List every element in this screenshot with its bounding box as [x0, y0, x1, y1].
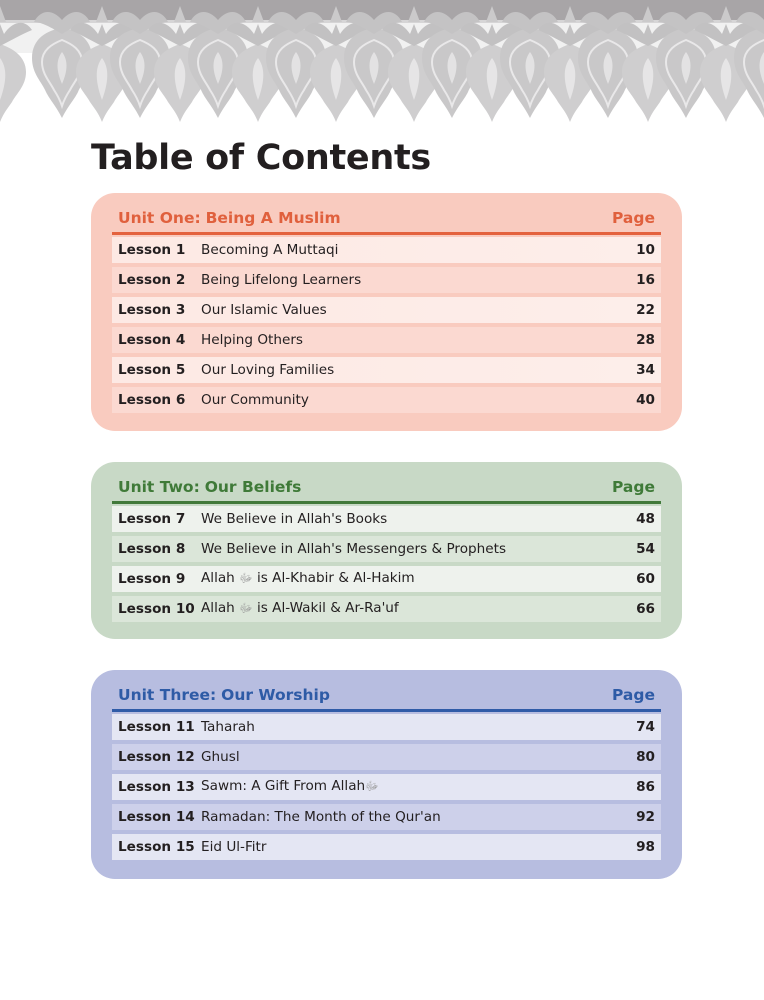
lesson-number: Lesson 7 — [118, 511, 186, 527]
lesson-title: Taharah — [201, 719, 255, 735]
lesson-row[interactable] — [112, 536, 661, 562]
jalla-jalaluhu-glyph-icon: ﷻ — [239, 601, 253, 615]
lesson-number: Lesson 11 — [118, 719, 195, 735]
unit-prefix: Unit One: — [118, 209, 201, 227]
unit-title — [118, 209, 341, 232]
lesson-page: 80 — [636, 749, 655, 765]
lesson-page: 92 — [636, 809, 655, 825]
lesson-title: Ghusl — [201, 749, 240, 765]
lesson-row[interactable] — [112, 297, 661, 323]
unit-header — [112, 670, 661, 709]
unit-header — [112, 462, 661, 501]
lesson-title — [201, 600, 615, 618]
unit-name: Our Beliefs — [204, 478, 302, 496]
unit-one-panel — [91, 193, 682, 431]
lesson-row[interactable] — [112, 267, 661, 293]
lesson-title-end: is Al-Wakil & Ar-Ra'uf — [252, 600, 399, 616]
lesson-title: Our Loving Families — [201, 362, 335, 378]
page-column-label: Page — [611, 686, 655, 704]
lesson-number: Lesson 15 — [118, 839, 195, 855]
unit-header — [112, 193, 661, 232]
lesson-row[interactable] — [112, 714, 661, 740]
lesson-title: Being Lifelong Learners — [201, 272, 362, 288]
lesson-number: Lesson 6 — [118, 392, 186, 408]
lesson-number: Lesson 9 — [118, 571, 186, 587]
lesson-title — [201, 778, 615, 796]
lesson-row[interactable] — [112, 804, 661, 830]
lesson-row[interactable] — [112, 834, 661, 860]
page-title: Table of Contents — [91, 138, 431, 178]
unit-prefix: Unit Two: — [118, 478, 200, 496]
lesson-page: 28 — [636, 332, 655, 348]
lesson-number: Lesson 13 — [118, 779, 195, 795]
lesson-title-start: Allah — [201, 600, 240, 616]
lesson-number: Lesson 2 — [118, 272, 186, 288]
unit-three-panel — [91, 670, 682, 879]
unit-name: Being A Muslim — [205, 209, 341, 227]
lesson-page: 48 — [636, 511, 655, 527]
lesson-number: Lesson 4 — [118, 332, 186, 348]
lesson-page: 40 — [636, 392, 655, 408]
lesson-title: We Believe in Allah's Messengers & Prophets — [201, 541, 507, 557]
unit-two-panel — [91, 462, 682, 639]
lesson-number: Lesson 3 — [118, 302, 186, 318]
lesson-page: 22 — [636, 302, 655, 318]
lesson-title: Helping Others — [201, 332, 304, 348]
lesson-title: Our Community — [201, 392, 309, 408]
lesson-page: 16 — [636, 272, 655, 288]
lesson-page: 10 — [636, 242, 655, 258]
lesson-row[interactable] — [112, 357, 661, 383]
lesson-page: 66 — [636, 601, 655, 617]
unit-prefix: Unit Three: — [118, 686, 217, 704]
lesson-title — [201, 570, 615, 588]
lesson-title-start: Allah — [201, 570, 240, 586]
lesson-row[interactable] — [112, 566, 661, 592]
lesson-title: Eid Ul-Fitr — [201, 839, 267, 855]
ornamental-border — [0, 0, 764, 130]
jalla-jalaluhu-glyph-icon: ﷻ — [239, 571, 253, 585]
lesson-number: Lesson 14 — [118, 809, 195, 825]
lesson-title: We Believe in Allah's Books — [201, 511, 388, 527]
jalla-jalaluhu-glyph-icon: ﷻ — [365, 779, 379, 793]
lesson-number: Lesson 8 — [118, 541, 186, 557]
unit-title — [118, 686, 330, 709]
lesson-number: Lesson 5 — [118, 362, 186, 378]
lesson-page: 54 — [636, 541, 655, 557]
lesson-title: Becoming A Muttaqi — [201, 242, 339, 258]
lesson-title-end: is Al-Khabir & Al-Hakim — [252, 570, 415, 586]
lesson-row[interactable] — [112, 506, 661, 532]
lesson-number: Lesson 12 — [118, 749, 195, 765]
lesson-page: 74 — [636, 719, 655, 735]
lesson-number: Lesson 1 — [118, 242, 186, 258]
lesson-row[interactable] — [112, 387, 661, 413]
lesson-row[interactable] — [112, 774, 661, 800]
lesson-title: Ramadan: The Month of the Qur'an — [201, 809, 441, 825]
lesson-row[interactable] — [112, 596, 661, 622]
lesson-row[interactable] — [112, 327, 661, 353]
lesson-number: Lesson 10 — [118, 601, 195, 617]
lesson-title: Our Islamic Values — [201, 302, 327, 318]
lesson-title-start: Sawm: A Gift From Allah — [201, 778, 366, 794]
lesson-row[interactable] — [112, 744, 661, 770]
unit-name: Our Worship — [221, 686, 330, 704]
lesson-page: 34 — [636, 362, 655, 378]
page-column-label: Page — [611, 209, 655, 227]
lesson-row[interactable] — [112, 237, 661, 263]
lesson-page: 60 — [636, 571, 655, 587]
lesson-page: 98 — [636, 839, 655, 855]
unit-title — [118, 478, 301, 501]
lesson-page: 86 — [636, 779, 655, 795]
page-column-label: Page — [611, 478, 655, 496]
